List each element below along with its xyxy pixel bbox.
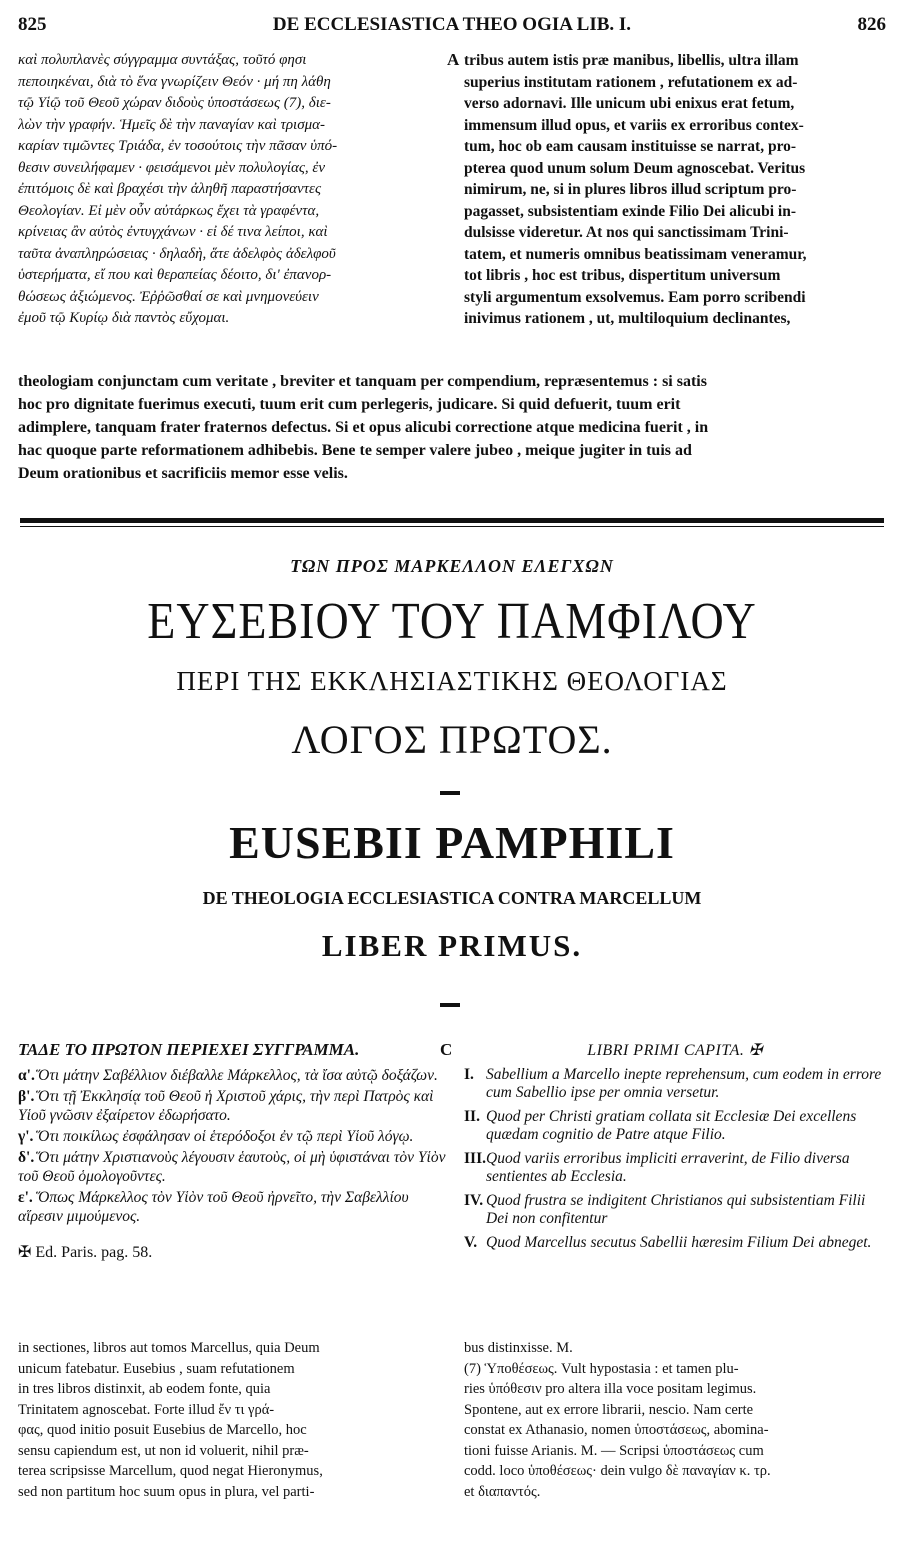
- contents-item-number: I.: [464, 1066, 474, 1083]
- footnote-line: unicum fatebatur. Eusebius , suam refutationem: [18, 1360, 295, 1377]
- contents-item-number: III.: [464, 1150, 486, 1167]
- latin-text-column: [464, 50, 886, 330]
- contents-item-text: Quod frustra se indigitent Christianos qui subsistentiam Filii Dei non confitentur: [486, 1192, 866, 1227]
- latin-text-line: inivimus rationem , ut, multiloquium declinantes,: [464, 310, 791, 327]
- latin-text-line: pterea quod unum solum Deum agnoscebat. Veritus: [464, 159, 806, 177]
- greek-text-line: ἐμοῦ τῷ Κυρίῳ διὰ παντὸς εὔχομαι.: [18, 310, 230, 326]
- contents-item-text: Ὅτι τῇ Ἐκκλησίᾳ τοῦ Θεοῦ ἡ Χριστοῦ χάρις, τὴν περὶ Πατρὸς καὶ Υἱοῦ γνῶσιν ἐξαίρετον ἐδωρήσατο.: [18, 1088, 434, 1124]
- contents-item-text: Sabellium a Marcello inepte reprehensum, cum eodem in errore cum Sabellio ipse per omnia versetur.: [486, 1066, 882, 1101]
- footnote-line: terea scripsisse Marcellum, quod negat Hieronymus,: [18, 1463, 323, 1479]
- margin-letter-a: A: [447, 50, 460, 69]
- contents-item: [18, 1127, 448, 1146]
- footnote-line: in sectiones, libros aut tomos Marcellus, quia Deum: [18, 1340, 320, 1356]
- contents-item: [18, 1087, 448, 1125]
- title-greek-main: ΕΥΣΕΒΙΟΥ ΤΟΥ ΠΑΜΦΙΛΟΥ: [147, 591, 757, 650]
- full-width-line: adimplere, tanquam frater fraternos defectus. Si et opus alicubi correctione atque medicina fuerit , in: [18, 419, 709, 436]
- greek-text-line: Θεολογίαν. Εἰ μὲν οὖν αὐτάρκως ἔχει τὰ γραφέντα,: [18, 202, 320, 219]
- running-title: DE ECCLESIASTICA THEO OGIA LIB. I.: [272, 14, 632, 35]
- greek-text-line: καρίαν τιμῶντες Τριάδα, ἐν τοσούτοις τὴν πᾶσαν ὑπό-: [18, 138, 338, 154]
- greek-text-line: θώσεως ἀξιώμενος. Ἐῤῥῶσθαί σε καὶ μνημονεύειν: [18, 288, 319, 305]
- footnote-right-column: [464, 1338, 886, 1502]
- footnote-line: Trinitatem agnoscebat. Forte illud ἔν τι γρά-: [18, 1401, 275, 1418]
- contents-item-number: ε'.: [18, 1189, 33, 1206]
- contents-item: [464, 1066, 886, 1102]
- greek-text-line: ταῦτα ἀναπληρώσειας · δηλαδὴ, ἅτε ἀδελφὸς ἀδελφοῦ: [18, 245, 336, 262]
- greek-text-line: τῷ Υἱῷ τοῦ Θεοῦ χώραν διδοὺς ὑποστάσεως (7), διε-: [18, 95, 331, 111]
- contents-greek: [18, 1040, 448, 1262]
- footnote-line: sed non partitum hoc suum opus in plura, vel parti-: [18, 1483, 315, 1500]
- contents-item-number: γ'.: [18, 1128, 34, 1145]
- full-width-line: theologiam conjunctam cum veritate , breviter et tanquam per compendium, repræsentemus : si satis: [18, 373, 707, 390]
- contents-item-text: Ὅτι μάτην Σαβέλλιον διέβαλλε Μάρκελλος, τὰ ἴσα αὐτῷ δοξάζων.: [35, 1067, 438, 1084]
- title-greek-line2: ΠΕΡΙ ΤΗΣ ΕΚΚΛΗΣΙΑΣΤΙΚΗΣ ΘΕΟΛΟΓΙΑΣ: [176, 666, 728, 696]
- latin-text-line: dulsisse videretur. At nos qui sanctissimam Trini-: [464, 224, 789, 241]
- contents-item-text: Quod variis erroribus impliciti erraverint, de Filio diversa sentientes ab Ecclesia.: [486, 1150, 850, 1185]
- latin-text-line: immensum illud opus, et variis ex erroribus contex-: [464, 116, 804, 134]
- footnote-line: in tres libros distinxit, ab eodem fonte, quia: [18, 1381, 271, 1397]
- latin-text-line: styli argumentum exsolvemus. Eam porro scribendi: [464, 288, 806, 306]
- contents-item-text: Quod Marcellus secutus Sabellii hæresim Filium Dei abneget.: [486, 1234, 872, 1251]
- title-dash-1: [440, 791, 460, 795]
- title-latin-line3: LIBER PRIMUS.: [321, 928, 583, 963]
- margin-letter-c: C: [440, 1040, 453, 1059]
- contents-item: [464, 1150, 886, 1186]
- title-dash-2: [440, 1003, 460, 1007]
- contents-item: [18, 1066, 448, 1085]
- contents-item-text: Ὅπως Μάρκελλος τὸν Υἱὸν τοῦ Θεοῦ ἠρνεῖτο, τὴν Σαβελλίου αἵρεσιν μιμούμενος.: [18, 1189, 409, 1225]
- greek-text-line: λὼν τὴν γραφήν. Ἡμεῖς δὲ τὴν παναγίαν καὶ τρισμα-: [18, 116, 325, 133]
- greek-text-column: [18, 50, 446, 330]
- section-rule-thick: [20, 518, 884, 523]
- contents-item-text: Ὅτι μάτην Χριστιανοὺς λέγουσιν ἑαυτοὺς, οἱ μὴ ὑφιστάναι τὸν Υἱὸν τοῦ Θεοῦ ὁμολογοῦντες.: [18, 1149, 446, 1185]
- greek-text-line: κρίνειας ἂν αὐτὸς ἐντυγχάνων · εἰ δέ τινα λείποι, καὶ: [18, 224, 328, 240]
- contents-item: [18, 1188, 448, 1226]
- contents-item-text: Quod per Christi gratiam collata sit Ecclesiæ Dei excellens quædam cognitio de Patre atque Filio.: [486, 1108, 857, 1143]
- contents-item-number: IV.: [464, 1192, 484, 1209]
- footnote-line: φας, quod initio posuit Eusebius de Marcello, hoc: [18, 1422, 307, 1438]
- latin-text-line: tum, hoc ob eam causam instituisse se narrat, pro-: [464, 138, 797, 155]
- latin-text-line: superius institutam rationem , refutationem ex ad-: [464, 73, 798, 91]
- footnote-line: Spontene, aut ex errore librarii, nescio. Nam certe: [464, 1401, 754, 1418]
- contents-greek-heading: ΤΑΔΕ ΤΟ ΠΡΩΤΟΝ ΠΕΡΙΕΧΕΙ ΣΥΓΓΡΑΜΜΑ.: [18, 1040, 360, 1059]
- footnote-line: ries ὑπόθεσιν pro altera illa voce positam legimus.: [464, 1381, 757, 1397]
- contents-item-number: β'.: [18, 1088, 35, 1105]
- latin-text-line: pagasset, subsistentiam exinde Filio Dei alicubi in-: [464, 202, 796, 220]
- footnote-line: sensu capiendum est, ut non id voluerit, nihil præ-: [18, 1442, 309, 1459]
- full-width-line: hac quoque parte reformationem adhibebis. Bene te semper valere jubeo , meique jugiter in tuis ad: [18, 442, 692, 459]
- contents-item: [464, 1108, 886, 1144]
- latin-text-line: tatem, et numeris omnibus beatissimam veneramur,: [464, 245, 807, 263]
- section-rule-thin: [20, 526, 884, 527]
- greek-text-line: πεποιηκέναι, διὰ τὸ ἕνα γνωρίζειν Θεόν · μή πη λάθη: [18, 73, 331, 90]
- latin-text-line: tribus autem istis præ manibus, libellis, ultra illam: [464, 52, 799, 69]
- contents-item-number: α'.: [18, 1067, 35, 1084]
- full-width-line: hoc pro dignitate fuerimus executi, tuum erit cum perlegeris, judicare. Si quid defuerit, tuum erit: [18, 396, 681, 413]
- footnote-line: et διαπαντός.: [464, 1483, 541, 1500]
- greek-text-line: θεσιν συνειλήφαμεν · φεισάμενοι μὲν πολυλογίας, ἐν: [18, 159, 325, 176]
- greek-text-line: ἐπιτόμοις δὲ καὶ βραχέσι τὴν ἀληθῆ παραστήσαντες: [18, 181, 322, 197]
- contents-item: [464, 1234, 886, 1252]
- contents-item-number: II.: [464, 1108, 480, 1125]
- contents-item-number: V.: [464, 1234, 478, 1251]
- footnote-line: constat ex Athanasio, nomen ὑποστάσεως, abomina-: [464, 1422, 769, 1438]
- title-subtitle: ΤΩΝ ΠΡΟΣ ΜΑΡΚΕΛΛΟΝ ΕΛΕΓΧΩΝ: [290, 556, 614, 576]
- latin-text-line: tot libris , hoc est tribus, dispertitum universum: [464, 267, 781, 284]
- contents-latin: [464, 1040, 886, 1258]
- footnote-line: codd. loco ὑποθέσεως· dein vulgo δὲ παναγίαν κ. τρ.: [464, 1463, 771, 1479]
- title-latin-main: EUSEBII PAMPHILI: [229, 817, 675, 868]
- full-width-text: [18, 370, 886, 485]
- full-width-line: Deum orationibus et sacrificiis memor esse velis.: [18, 465, 348, 482]
- latin-text-line: nimirum, ne, si in plures libros illud scriptum pro-: [464, 181, 797, 198]
- footnote-line: (7) Ὑποθέσεως. Vult hypostasia : et tamen plu-: [464, 1360, 739, 1377]
- running-header: [18, 14, 886, 40]
- contents-item: [18, 1148, 448, 1186]
- title-greek-line3: ΛΟΓΟΣ ΠΡΩΤΟΣ.: [291, 717, 613, 762]
- title-latin-line2: DE THEOLOGIA ECCLESIASTICA CONTRA MARCELLUM: [202, 888, 702, 908]
- footnote-left-column: [18, 1338, 446, 1502]
- contents-item-number: δ'.: [18, 1149, 35, 1166]
- page-number-left: 825: [18, 14, 47, 35]
- footnote-line: bus distinxisse. M.: [464, 1340, 573, 1356]
- contents-latin-heading: LIBRI PRIMI CAPITA. ✠: [587, 1042, 763, 1059]
- greek-text-line: ὑστερήματα, εἴ που καὶ θεραπείας δέοιτο, δι' ἐπανορ-: [18, 267, 332, 283]
- greek-text-line: καὶ πολυπλανὲς σύγγραμμα συντάξας, τοῦτό φησι: [18, 52, 307, 68]
- edition-note: ✠ Ed. Paris. pag. 58.: [18, 1244, 153, 1261]
- contents-item: [464, 1192, 886, 1228]
- latin-text-line: verso adornavi. Ille unicum ubi enixus erat fetum,: [464, 95, 795, 112]
- footnote-line: tioni fuisse Arianis. M. — Scripsi ὑποστάσεως cum: [464, 1442, 764, 1459]
- contents-item-text: Ὅτι ποικίλως ἐσφάλησαν οἱ ἑτερόδοξοι ἐν τῷ περὶ Υἱοῦ λόγῳ.: [35, 1128, 414, 1145]
- page-number-right: 826: [857, 14, 886, 35]
